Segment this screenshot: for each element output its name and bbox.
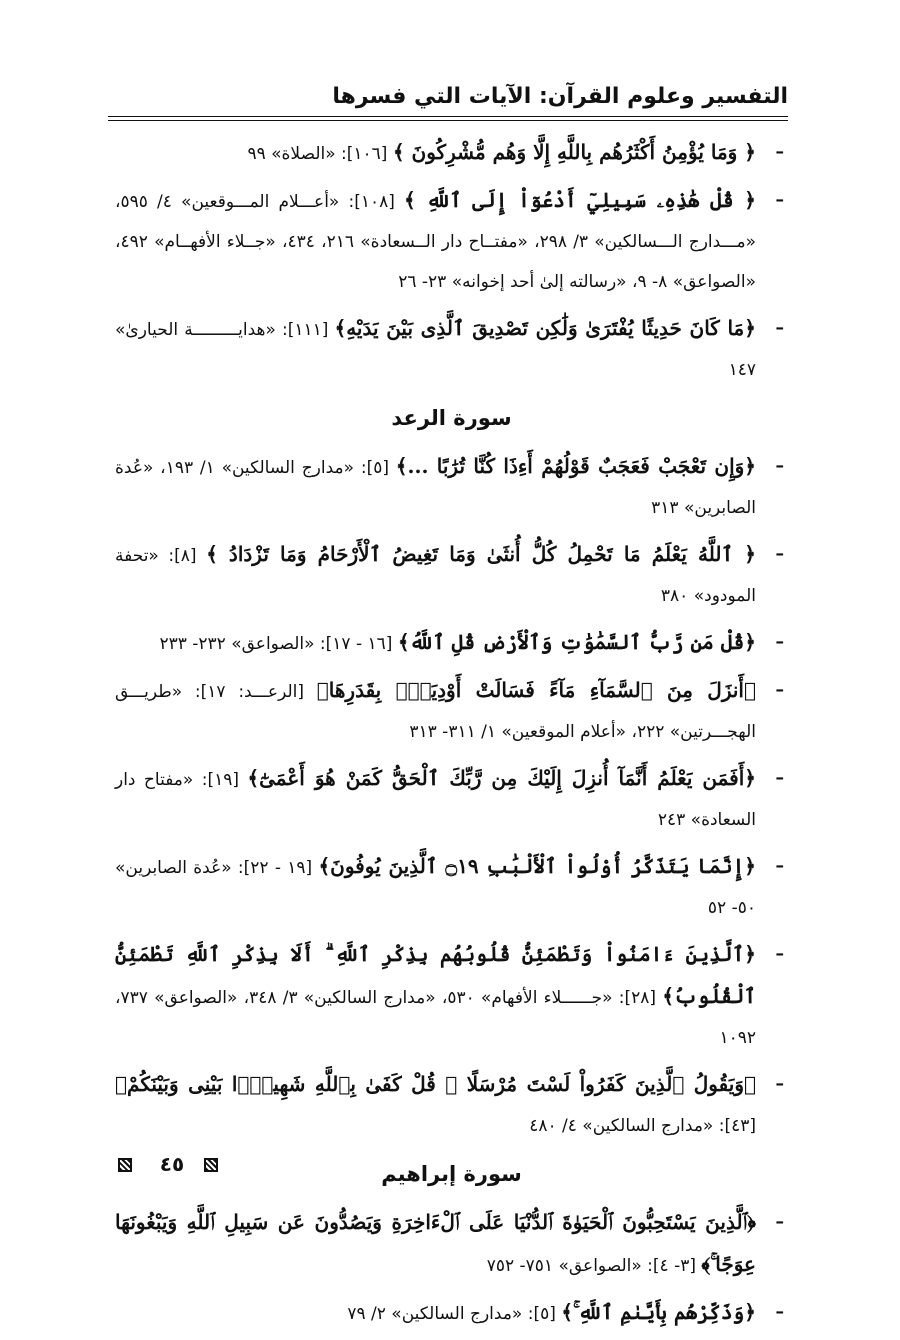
quran-verse: ﴿قُلْ مَن رَّبُّ ٱلسَّمَٰوَٰتِ وَٱلْأَرْضِ قُلِ ٱللَّهُ﴾ [397,630,756,654]
reference-text: [٣- ٤]: «الصواعق» ٧٥١- ٧٥٢ [486,1256,696,1276]
quran-verse: ﴿ قُلْ هَٰذِهِۦ سَبِيلِيٓ أَدْعُوٓاْ إِلَى ٱللَّهِ ﴾ [404,188,757,212]
reference-text: [١٩ - ٢٢]: «عُدة الصابرين» ٥٠- ٥٢ [115,858,756,918]
dash-bullet: – [775,142,784,162]
dash-bullet: – [775,190,784,210]
list-item [115,670,788,752]
ornament-icon [204,1158,218,1172]
reference-text: [١٠٨]: «أعـــلام المـــوقعين» ٤/ ٥٩٥، «مـــدارج الـــسالكين» ٣/ ٢٩٨، «مفتــاح دار الــسعادة» ٢١٦، ٤٣٤، «جــلاء الأفهــام» ٤٩٢، «الصواعق» ٨- ٩، «رسالته إلىٰ أحد إخوانه» ٢٣- ٢٦ [115,192,757,292]
quran-verse: ﴿وَيَقُولُ ٱلَّذِينَ كَفَرُواْ لَسْتَ مُرْسَلًا ۚ قُلْ كَفَىٰ بِٱللَّهِ شَهِيدًۢا بَيْنِى وَبَيْنَكُمْ﴾ [115,1072,756,1096]
list-item [115,846,788,928]
quran-verse: ﴿ٱلَّذِينَ ءَامَنُواْ وَتَطْمَئِنُّ قُلُوبُهُم بِذِكْرِ ٱللَّهِ ۗ أَلَا بِذِكْرِ ٱللَّهِ تَطْمَئِنُّ ٱلْقُلُوبُ﴾ [115,942,756,1008]
reference-text: [٢٨]: «جــــــلاء الأفهام» ٥٣٠، «مدارج السالكين» ٣/ ٣٤٨، «الصواعق» ٧٣٧، ١٠٩٢ [115,988,756,1048]
quran-verse: ﴿أَنزَلَ مِنَ ٱلسَّمَآءِ مَآءً فَسَالَتْ أَوْدِيَةٌۢ بِقَدَرِهَا﴾ [316,678,756,702]
list-item [115,1202,788,1286]
dash-bullet: – [775,768,784,788]
reference-text: [١٠٦]: «الصلاة» ٩٩ [247,144,388,164]
reference-text: [٤٣]: «مدارج السالكين» ٤/ ٤٨٠ [529,1116,756,1136]
section-title-ibrahim: سورة إبراهيم [381,1162,522,1186]
dash-bullet: – [775,1074,784,1094]
list-item [115,446,788,528]
quran-verse: ﴿مَا كَانَ حَدِيثًا يُفْتَرَىٰ وَلَٰكِن تَصْدِيقَ ٱلَّذِى بَيْنَ يَدَيْهِ﴾ [334,316,756,340]
quran-verse: ﴿ٱلَّذِينَ يَسْتَحِبُّونَ ٱلْحَيَوٰةَ ٱلدُّنْيَا عَلَى ٱلْءَاخِرَةِ وَيَصُدُّونَ عَن سَبِيلِ ٱللَّهِ وَيَبْغُونَهَا عِوَجًا ۚ﴾ [115,1210,756,1276]
running-header [108,78,788,118]
dash-bullet: – [775,1212,784,1232]
quran-verse: ﴿وَذَكِّرْهُم بِأَيَّىٰمِ ٱللَّهِ ۚ﴾ [561,1300,756,1324]
quran-verse: ﴿وَإِن تَعْجَبْ فَعَجَبٌ قَوْلُهُمْ أَءِذَا كُنَّا تُرَٰبًا ...﴾ [395,454,756,478]
list-item [115,132,788,174]
dash-bullet: – [775,544,784,564]
reference-text: [١٦ - ١٧]: «الصواعق» ٢٣٢- ٢٣٣ [159,634,393,654]
list-item [115,1292,788,1334]
reference-text: [الرعـــد: ١٧]: «طريـــق الهجـــرتين» ٢٢٢، «أعلام الموقعين» ١/ ٣١١- ٣١٣ [115,682,756,742]
quran-verse: ﴿ ٱللَّهُ يَعْلَمُ مَا تَحْمِلُ كُلُّ أُنثَىٰ وَمَا تَغِيضُ ٱلْأَرْحَامُ وَمَا تَزْدَادُ ﴾ [206,542,757,566]
dash-bullet: – [775,680,784,700]
quran-verse: ﴿ وَمَا يُؤْمِنُ أَكْثَرُهُم بِاللَّهِ إِلَّا وَهُم مُّشْرِكُونَ ﴾ [392,140,756,164]
header-title: التفسير وعلوم القرآن: الآيات التي فسرها [332,84,788,109]
page-number: ٤٥ [159,1152,185,1176]
list-item [115,534,788,616]
reference-text: [٥]: «مدارج السالكين» ٢/ ٧٩ [347,1304,556,1324]
quran-verse: ﴿أَفَمَن يَعْلَمُ أَنَّمَآ أُنزِلَ إِلَيْكَ مِن رَّبِّكَ ٱلْحَقُّ كَمَنْ هُوَ أَعْمَىٰٓ﴾ [247,766,756,790]
dash-bullet: – [775,318,784,338]
list-item [115,622,788,664]
dash-bullet: – [775,632,784,652]
section-title-raad: سورة الرعد [391,406,512,430]
dash-bullet: – [775,456,784,476]
reference-text: [١١١]: «هدايـــــــــة الحيارىٰ» ١٤٧ [115,320,756,380]
header-rule [108,120,788,121]
list-item [115,758,788,840]
dash-bullet: – [775,1302,784,1322]
list-item [115,1064,788,1146]
reference-text: [١٩]: «مفتاح دار السعادة» ٢٤٣ [115,770,756,830]
list-item [115,180,788,302]
reference-text: [٨]: «تحفة المودود» ٣٨٠ [115,546,756,606]
quran-verse: ﴿إِنَّمَا يَتَذَكَّرُ أُوْلُواْ ٱلْأَلْبَٰبِ ۝١٩ ٱلَّذِينَ يُوفُونَ﴾ [318,854,757,878]
ornament-icon [118,1158,132,1172]
list-item [115,308,788,390]
dash-bullet: – [775,856,784,876]
page-footer [108,1152,228,1182]
list-item [115,934,788,1058]
header-rule [108,116,788,117]
reference-text: [٥]: «مدارج السالكين» ١/ ١٩٣، «عُدة الصابرين» ٣١٣ [115,458,756,518]
dash-bullet: – [775,944,784,964]
